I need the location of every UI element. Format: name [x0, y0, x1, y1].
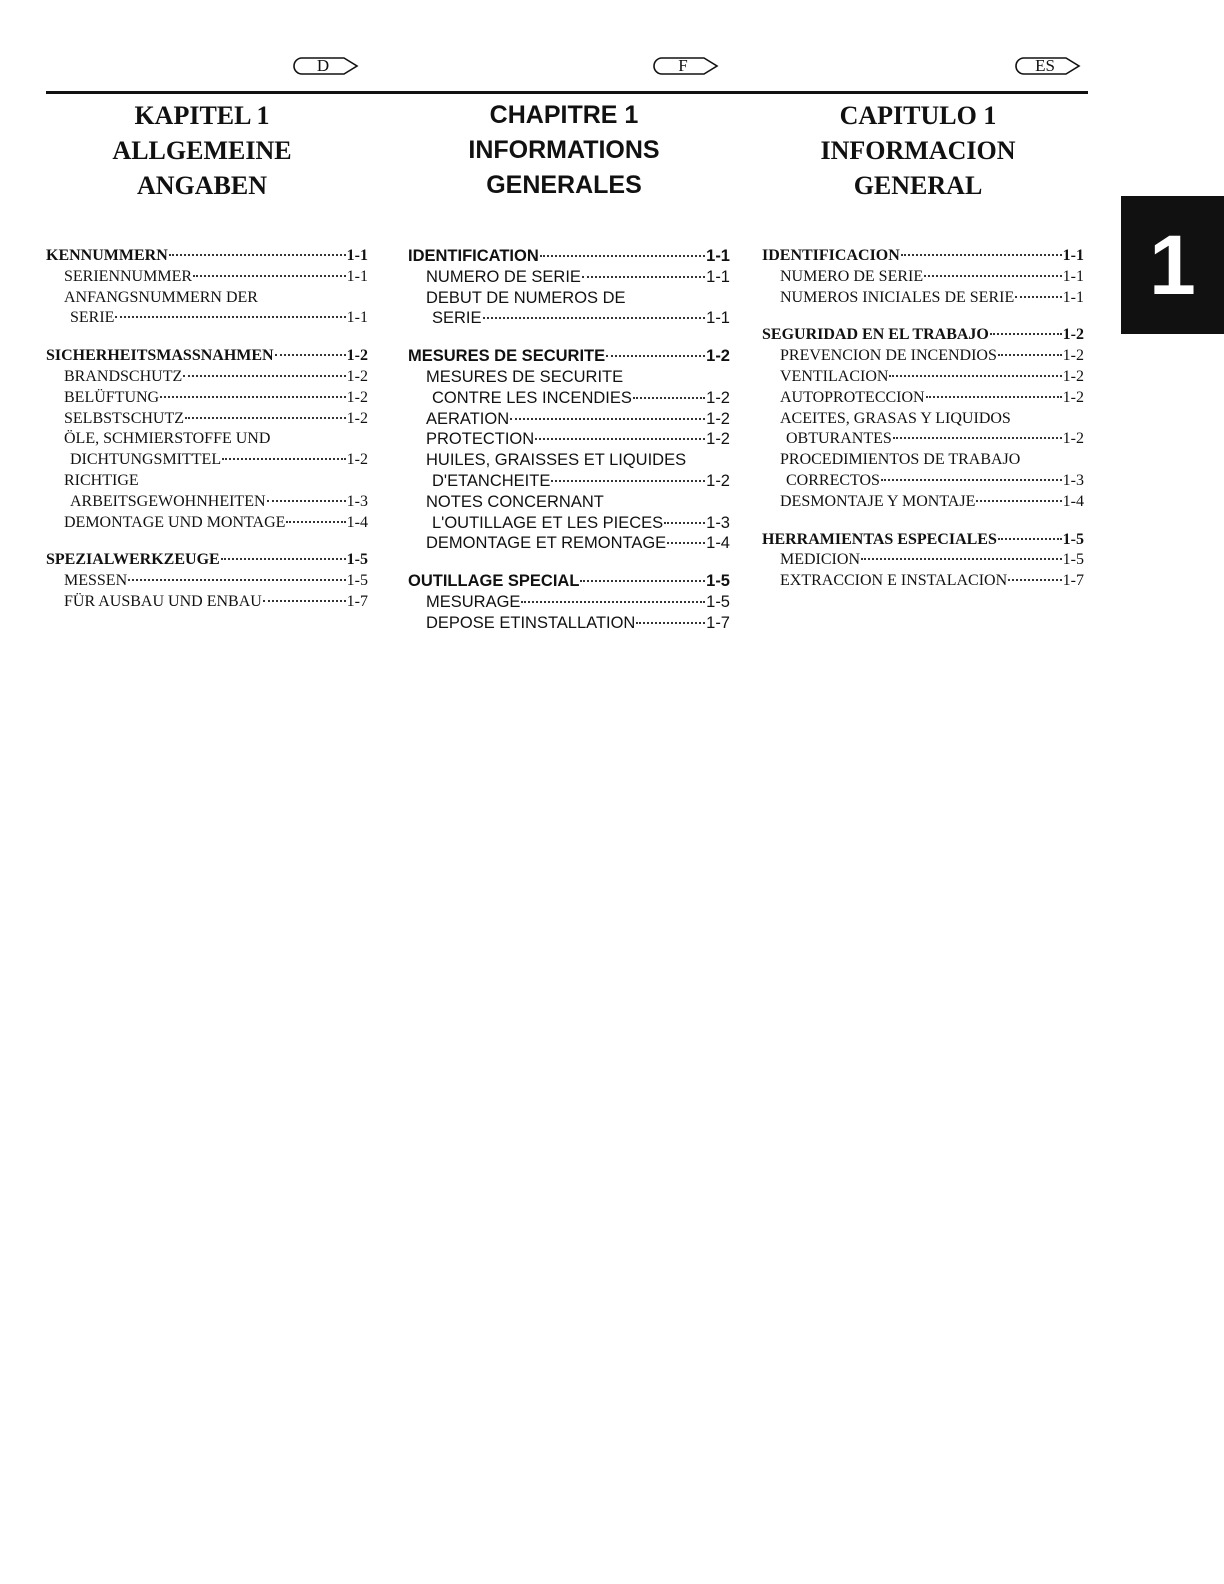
dot-leader: [551, 480, 705, 482]
language-code-es: ES: [1035, 56, 1055, 75]
toc-entry[interactable]: [46, 550, 368, 571]
dot-leader: [540, 255, 705, 257]
toc-label: CONTRE LES INCENDIES: [432, 388, 632, 407]
toc-entry[interactable]: [46, 492, 368, 513]
toc-entry[interactable]: [46, 267, 368, 288]
toc-entry[interactable]: [762, 267, 1084, 288]
dot-leader: [881, 479, 1062, 481]
title-line: GENERALES: [486, 171, 642, 199]
dot-leader: [889, 375, 1061, 377]
chapter-tab-number: 1: [1149, 217, 1196, 312]
toc-entry[interactable]: [762, 429, 1084, 450]
toc-entry[interactable]: [408, 592, 730, 613]
toc-page: 1-2: [346, 451, 368, 469]
toc-page: 1-5: [346, 572, 368, 590]
toc-page: 1-2: [346, 367, 368, 385]
toc-entry-wrap: PROCEDIMIENTOS DE TRABAJO: [780, 451, 1021, 469]
toc-label: OBTURANTES: [786, 430, 892, 448]
dot-leader: [924, 275, 1062, 277]
toc-label: SERIE: [70, 309, 115, 327]
dot-leader: [580, 580, 705, 582]
toc-page: 1-1: [706, 247, 730, 265]
toc-entry-wrap: MESURES DE SECURITE: [426, 367, 624, 386]
dot-leader: [582, 276, 705, 278]
toc-entry-wrap: HUILES, GRAISSES ET LIQUIDES: [426, 451, 687, 470]
toc-label: D'ETANCHEITE: [432, 471, 551, 490]
toc-entry[interactable]: [408, 533, 730, 554]
toc-label: BRANDSCHUTZ: [64, 367, 183, 385]
toc-label: NUMERO DE SERIE: [780, 267, 924, 285]
toc-label: OUTILLAGE SPECIAL: [408, 572, 580, 591]
title-line: INFORMATIONS: [468, 136, 660, 164]
toc-page: 1-2: [706, 471, 730, 490]
dot-leader: [185, 417, 346, 419]
toc-entry[interactable]: [408, 267, 730, 288]
toc-page: 1-1: [706, 267, 730, 286]
dot-leader: [286, 521, 345, 523]
toc-label: DEMONTAGE ET REMONTAGE: [426, 534, 667, 553]
toc-page: 1-1: [706, 309, 730, 328]
toc-label: KENNUMMERN: [46, 247, 168, 264]
toc-page: 1-1: [346, 267, 368, 285]
toc-entry[interactable]: [408, 388, 730, 409]
toc-entry[interactable]: [46, 450, 368, 471]
toc-page: 1-2: [1062, 367, 1084, 385]
toc-label: SICHERHEITSMASSNAHMEN: [46, 347, 274, 365]
toc-label: DEMONTAGE UND MONTAGE: [64, 513, 286, 531]
toc-page: 1-2: [1062, 430, 1084, 448]
chapter-title-es: [752, 98, 1084, 246]
toc-entry[interactable]: [46, 592, 368, 613]
dot-leader: [510, 418, 705, 420]
dot-leader: [901, 254, 1062, 256]
toc-entry[interactable]: [408, 246, 730, 267]
title-line: KAPITEL 1: [134, 101, 270, 130]
toc-label: VENTILACION: [780, 367, 889, 385]
toc-entry[interactable]: [408, 613, 730, 634]
toc-entry[interactable]: [46, 308, 368, 329]
toc-label: SEGURIDAD EN EL TRABAJO: [762, 326, 989, 344]
toc-label: HERRAMIENTAS ESPECIALES: [762, 530, 997, 548]
toc-label: SPEZIALWERKZEUGE: [46, 551, 220, 569]
dot-leader: [193, 275, 346, 277]
toc-label: BELÜFTUNG: [64, 388, 160, 406]
toc-label: MESURAGE: [426, 592, 521, 611]
toc-entry[interactable]: [762, 471, 1084, 492]
toc-page: 1-2: [1062, 388, 1084, 406]
toc-label: PROTECTION: [426, 430, 535, 449]
toc-entry[interactable]: [408, 346, 730, 367]
toc-entry[interactable]: [46, 409, 368, 430]
section-gap: [408, 554, 730, 571]
toc-page: 1-4: [346, 513, 368, 531]
toc-label: SERIENNUMMER: [64, 267, 193, 285]
toc-list-es: [762, 246, 1084, 592]
toc-page: 1-3: [346, 492, 368, 510]
toc-entry-wrap: ACEITES, GRASAS Y LIQUIDOS: [780, 409, 1011, 427]
toc-label: DEPOSE ETINSTALLATION: [426, 613, 636, 632]
dot-leader: [893, 437, 1062, 439]
toc-label: AUTOPROTECCION: [780, 388, 925, 406]
dot-leader: [998, 354, 1062, 356]
toc-entry-wrap: NOTES CONCERNANT: [426, 492, 604, 511]
toc-entry[interactable]: [762, 346, 1084, 367]
toc-page: 1-3: [706, 513, 730, 532]
chapter-title-fr: [398, 98, 730, 246]
toc-label: NUMEROS INICIALES DE SERIE: [780, 288, 1015, 306]
toc-entry[interactable]: [408, 513, 730, 534]
toc-label: AERATION: [426, 409, 510, 428]
section-gap: [46, 329, 368, 346]
dot-leader: [275, 354, 346, 356]
toc-label: DESMONTAJE Y MONTAJE: [780, 492, 976, 510]
dot-leader: [483, 317, 706, 319]
dot-leader: [169, 254, 346, 256]
dot-leader: [535, 438, 705, 440]
title-line: CHAPITRE 1: [489, 101, 639, 129]
toc-label: CORRECTOS: [786, 471, 880, 489]
toc-page: 1-7: [346, 592, 368, 610]
toc-entry[interactable]: [762, 388, 1084, 409]
toc-column-fr: [408, 98, 730, 634]
dot-leader: [664, 522, 705, 524]
toc-entry[interactable]: [46, 513, 368, 534]
toc-page: 1-1: [1062, 288, 1084, 306]
toc-entry[interactable]: [762, 550, 1084, 571]
header-rule: [46, 91, 1088, 94]
toc-page: 1-2: [346, 388, 368, 406]
title-line: INFORMACION: [820, 136, 1016, 165]
toc-page: 1-1: [346, 247, 368, 264]
toc-entry[interactable]: [408, 471, 730, 492]
language-badge-fr: [650, 56, 720, 76]
toc-page: 1-1: [346, 309, 368, 327]
toc-page: 1-5: [1062, 530, 1084, 548]
toc-label: MESURES DE SECURITE: [408, 347, 606, 366]
dot-leader: [636, 622, 705, 624]
title-line: ALLGEMEINE: [112, 136, 292, 165]
toc-label: DICHTUNGSMITTEL: [70, 451, 222, 469]
toc-entry[interactable]: [762, 571, 1084, 592]
title-line: ANGABEN: [136, 171, 267, 200]
chapter-tab: [1121, 196, 1224, 334]
toc-page: 1-5: [706, 592, 730, 611]
dot-leader: [128, 579, 346, 581]
toc-list-de: [46, 246, 368, 613]
toc-entry[interactable]: [46, 367, 368, 388]
toc-entry[interactable]: [408, 571, 730, 592]
toc-entry-wrap: ÖLE, SCHMIERSTOFFE UND: [64, 430, 271, 448]
toc-entry[interactable]: [46, 571, 368, 592]
language-badge-es: [1012, 56, 1082, 76]
toc-page: 1-4: [1062, 492, 1084, 510]
toc-entry[interactable]: [46, 246, 368, 267]
toc-entry[interactable]: [762, 246, 1084, 267]
toc-page: 1-2: [346, 409, 368, 427]
dot-leader: [667, 542, 705, 544]
dot-leader: [1008, 579, 1062, 581]
toc-label: NUMERO DE SERIE: [426, 267, 581, 286]
toc-label: PREVENCION DE INCENDIOS: [780, 347, 997, 365]
toc-page: 1-1: [1062, 267, 1084, 285]
dot-leader: [606, 355, 705, 357]
toc-entry-wrap: RICHTIGE: [64, 471, 139, 489]
toc-label: MEDICION: [780, 551, 860, 569]
toc-page: 1-7: [1062, 572, 1084, 590]
dot-leader: [115, 316, 345, 318]
toc-entry[interactable]: [408, 308, 730, 329]
toc-entry-wrap: ANFANGSNUMMERN DER: [64, 288, 258, 306]
dot-leader: [998, 538, 1062, 540]
dot-leader: [1015, 296, 1061, 298]
toc-page: 1-2: [706, 388, 730, 407]
toc-label: IDENTIFICACION: [762, 247, 900, 264]
section-gap: [762, 308, 1084, 325]
toc-label: SELBSTSCHUTZ: [64, 409, 185, 427]
dot-leader: [183, 375, 345, 377]
dot-leader: [926, 396, 1062, 398]
toc-entry[interactable]: [762, 288, 1084, 309]
toc-page: 1-5: [1062, 551, 1084, 569]
toc-page: 1-5: [346, 551, 368, 569]
title-line: CAPITULO 1: [839, 101, 997, 130]
toc-entry[interactable]: [762, 530, 1084, 551]
toc-label: IDENTIFICATION: [408, 247, 539, 265]
dot-leader: [267, 500, 346, 502]
toc-page: 1-2: [706, 347, 730, 366]
toc-page: 1-7: [706, 613, 730, 632]
dot-leader: [861, 558, 1062, 560]
title-line: GENERAL: [853, 171, 983, 200]
toc-page: 1-1: [1062, 247, 1084, 264]
language-code-fr: F: [678, 56, 688, 75]
toc-label: L'OUTILLAGE ET LES PIECES: [432, 513, 664, 532]
dot-leader: [221, 558, 346, 560]
toc-column-es: [762, 98, 1084, 592]
toc-entry[interactable]: [46, 388, 368, 409]
toc-page: 1-2: [346, 347, 368, 365]
dot-leader: [990, 333, 1062, 335]
section-gap: [762, 513, 1084, 530]
language-code-de: D: [316, 56, 330, 75]
toc-entry[interactable]: [46, 346, 368, 367]
toc-label: ARBEITSGEWOHNHEITEN: [70, 492, 266, 510]
dot-leader: [633, 397, 705, 399]
toc-label: EXTRACCION E INSTALACION: [780, 572, 1008, 590]
toc-page: 1-2: [1062, 326, 1084, 344]
toc-label: FÜR AUSBAU UND ENBAU: [64, 592, 262, 610]
toc-page: 1-2: [1062, 347, 1084, 365]
toc-page: 1-2: [706, 430, 730, 449]
toc-page: 1-3: [1062, 471, 1084, 489]
toc-entry[interactable]: [408, 429, 730, 450]
toc-entry[interactable]: [408, 409, 730, 430]
dot-leader: [976, 500, 1061, 502]
toc-entry[interactable]: [762, 367, 1084, 388]
toc-list-fr: [408, 246, 730, 634]
toc-page: 1-4: [706, 534, 730, 553]
dot-leader: [222, 458, 346, 460]
language-badge-de: [290, 56, 360, 76]
dot-leader: [521, 601, 705, 603]
dot-leader: [160, 396, 346, 398]
chapter-title-de: [36, 98, 368, 246]
toc-column-de: [46, 98, 368, 613]
toc-label: MESSEN: [64, 572, 128, 590]
toc-entry[interactable]: [762, 492, 1084, 513]
section-gap: [46, 533, 368, 550]
toc-page: 1-2: [706, 409, 730, 428]
toc-label: SERIE: [432, 309, 482, 328]
toc-entry-wrap: DEBUT DE NUMEROS DE: [426, 288, 626, 307]
dot-leader: [263, 600, 346, 602]
section-gap: [408, 329, 730, 346]
toc-entry[interactable]: [762, 325, 1084, 346]
toc-page: 1-5: [706, 572, 730, 591]
